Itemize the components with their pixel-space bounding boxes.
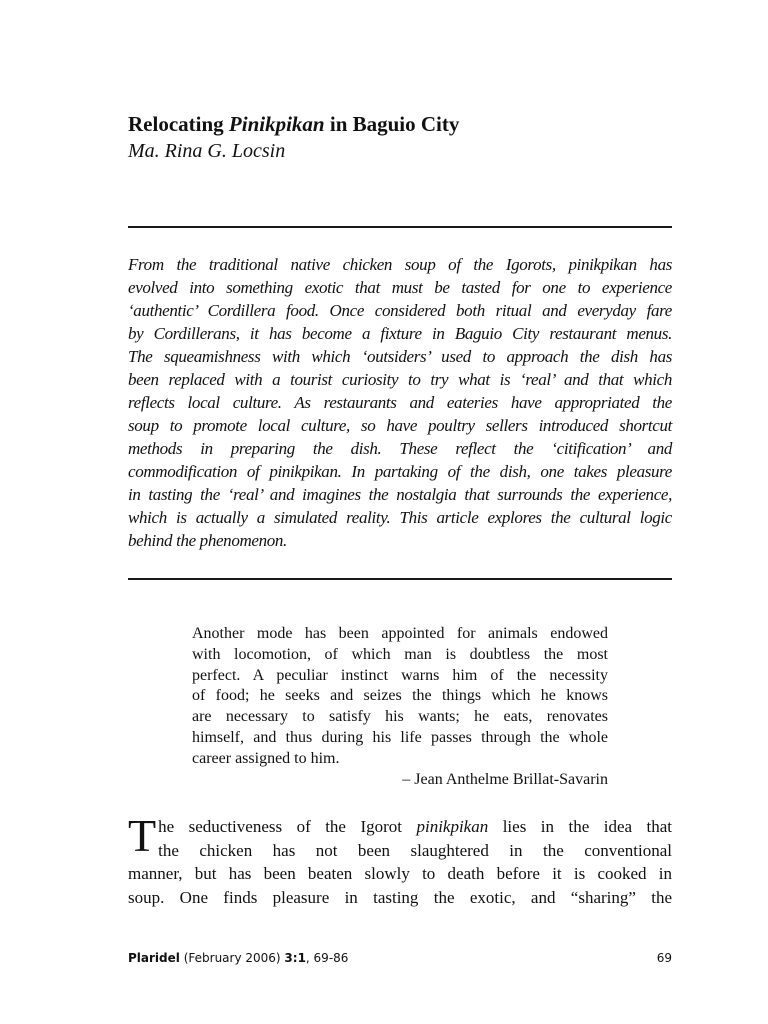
drop-cap: T <box>128 810 157 861</box>
epigraph-line: with locomotion, of which man is doubtless the most <box>192 645 608 663</box>
abstract-line: commodification of pinikpikan. In partaking of the dish, one takes pleasure <box>128 462 672 481</box>
body-line: soup. One finds pleasure in tasting the exotic, and “sharing” the <box>128 887 672 907</box>
abstract-line: From the traditional native chicken soup of the Igorots, pinikpikan has <box>128 255 672 274</box>
article-title <box>128 112 459 136</box>
abstract-line: behind the phenomenon. <box>128 531 287 550</box>
abstract-line: The squeamishness with which ‘outsiders’ used to approach the dish has <box>128 347 672 366</box>
volume-issue: 3:1 <box>284 951 306 965</box>
epigraph-line: are necessary to satisfy his wants; he eats, renovates <box>192 708 608 726</box>
author-name: Ma. Rina G. Locsin <box>128 140 286 162</box>
bottom-divider-rule <box>128 578 672 580</box>
epigraph-attribution: – Jean Anthelme Brillat-Savarin <box>402 770 608 788</box>
body-paragraph <box>128 810 672 909</box>
body-line-1-start: he seductiveness of the Igorot <box>158 817 417 836</box>
abstract-line: reflects local culture. As restaurants and eateries have appropriated the <box>128 393 672 412</box>
abstract <box>128 253 672 552</box>
title-italic-term: Pinikpikan <box>228 112 325 136</box>
epigraph-line: Another mode has been appointed for animals endowed <box>192 625 608 642</box>
abstract-line: been replaced with a tourist curiosity to try what is ‘real’ and that which <box>128 370 672 389</box>
abstract-line: ‘authentic’ Cordillera food. Once considered both ritual and everyday fare <box>128 301 672 320</box>
epigraph-line: perfect. A peculiar instinct warns him of the necessity <box>192 666 608 684</box>
page-range: , 69-86 <box>305 951 349 965</box>
body-italic-term: pinikpikan <box>416 817 489 836</box>
abstract-line: by Cordillerans, it has become a fixture in Baguio City restaurant menus. <box>128 324 672 343</box>
body-line: manner, but has been beaten slowly to death before it is cooked in <box>128 864 672 883</box>
page-number: 69 <box>656 951 672 965</box>
epigraph-line: himself, and thus during his life passes through the whole <box>192 728 608 746</box>
page-footer <box>128 950 672 966</box>
title-part-1: Relocating <box>128 112 229 136</box>
body-line <box>128 815 672 839</box>
abstract-line: which is actually a simulated reality. This article explores the cultural logic <box>128 508 672 527</box>
top-divider-rule <box>128 226 672 228</box>
title-part-2: in Baguio City <box>324 112 460 136</box>
epigraph-quote <box>192 624 608 790</box>
issue-date: (February 2006) <box>179 951 285 965</box>
body-line-1-end: lies in the idea that <box>488 817 672 836</box>
epigraph-line: of food; he seeks and seizes the things which he knows <box>192 687 608 705</box>
abstract-line: evolved into something exotic that must be tasted for one to experience <box>128 278 672 297</box>
epigraph-line: career assigned to him. <box>192 749 340 767</box>
journal-name: Plaridel <box>128 951 180 965</box>
abstract-line: methods in preparing the dish. These reflect the ‘citification’ and <box>128 439 672 458</box>
body-line: the chicken has not been slaughtered in the conventional <box>158 840 672 860</box>
abstract-line: in tasting the ‘real’ and imagines the nostalgia that surrounds the experience, <box>128 485 672 504</box>
abstract-line: soup to promote local culture, so have poultry sellers introduced shortcut <box>128 416 672 435</box>
